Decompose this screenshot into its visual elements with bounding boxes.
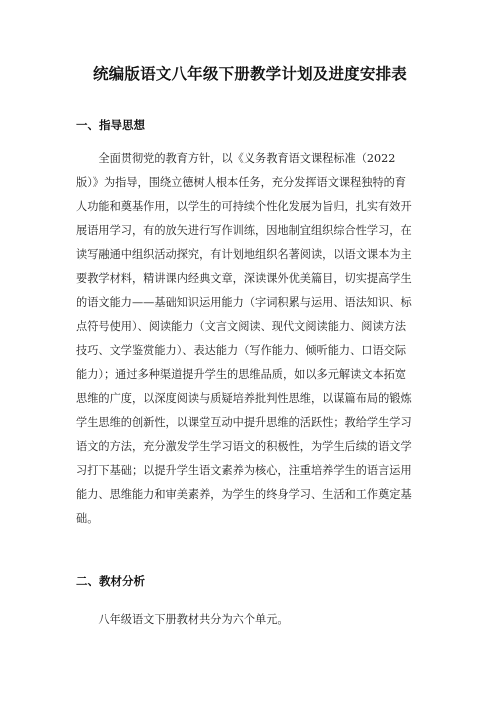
section-heading-guiding-ideology: 一、指导思想	[76, 118, 145, 132]
section-heading-textbook-analysis: 二、教材分析	[76, 574, 145, 588]
paragraph-line: 要教学材料，精讲课内经典文章，深读课外优美篇目，切实提高学生	[76, 272, 412, 285]
document-title: 统编版语文八年级下册教学计划及进度安排表	[92, 65, 407, 83]
paragraph-line: 全面贯彻党的教育方针，以《义务教育语文课程标准（2022	[76, 152, 396, 165]
paragraph-line: 习打下基础；以提升学生语文素养为核心，注重培养学生的语言运用	[76, 464, 412, 477]
paragraph-line: 思维的广度，以深度阅读与质疑培养批判性思维，以谋篇布局的锻炼	[76, 392, 412, 405]
paragraph-line: 的语文能力——基础知识运用能力（字词积累与运用、语法知识、标	[76, 296, 412, 309]
paragraph-line: 能力、思维能力和审美素养，为学生的终身学习、生活和工作奠定基	[76, 488, 412, 501]
paragraph-line: 展语用学习，有的放矢进行写作训练，因地制宜组织综合性学习，在	[76, 224, 412, 237]
section-paragraph-guiding-ideology	[76, 147, 426, 531]
paragraph-line: 版）》为指导，围绕立德树人根本任务，充分发挥语文课程独特的育	[76, 176, 407, 189]
paragraph-line: 能力）；通过多种渠道提升学生的思维品质，如以多元解读文本拓宽	[76, 368, 407, 381]
paragraph-line: 语文的方法，充分激发学生学习语文的积极性，为学生后续的语文学	[76, 440, 412, 453]
paragraph-line: 学生思维的创新性，以课堂互动中提升思维的活跃性；教给学生学习	[76, 416, 412, 429]
paragraph-line: 础。	[76, 512, 99, 525]
paragraph-line: 人功能和奠基作用，以学生的可持续个性化发展为旨归，扎实有效开	[76, 200, 412, 213]
paragraph-line: 读写融通中组织活动探究，有计划地组织名著阅读，以语文课本为主	[76, 248, 412, 261]
paragraph-line: 点符号使用）、阅读能力（文言文阅读、现代文阅读能力、阅读方法	[76, 320, 407, 333]
paragraph-line: 八年级语文下册教材共分为六个单元。	[76, 613, 289, 626]
paragraph-line: 技巧、文学鉴赏能力）、表达能力（写作能力、倾听能力、口语交际	[76, 344, 407, 357]
section-paragraph-textbook-analysis	[76, 608, 426, 632]
